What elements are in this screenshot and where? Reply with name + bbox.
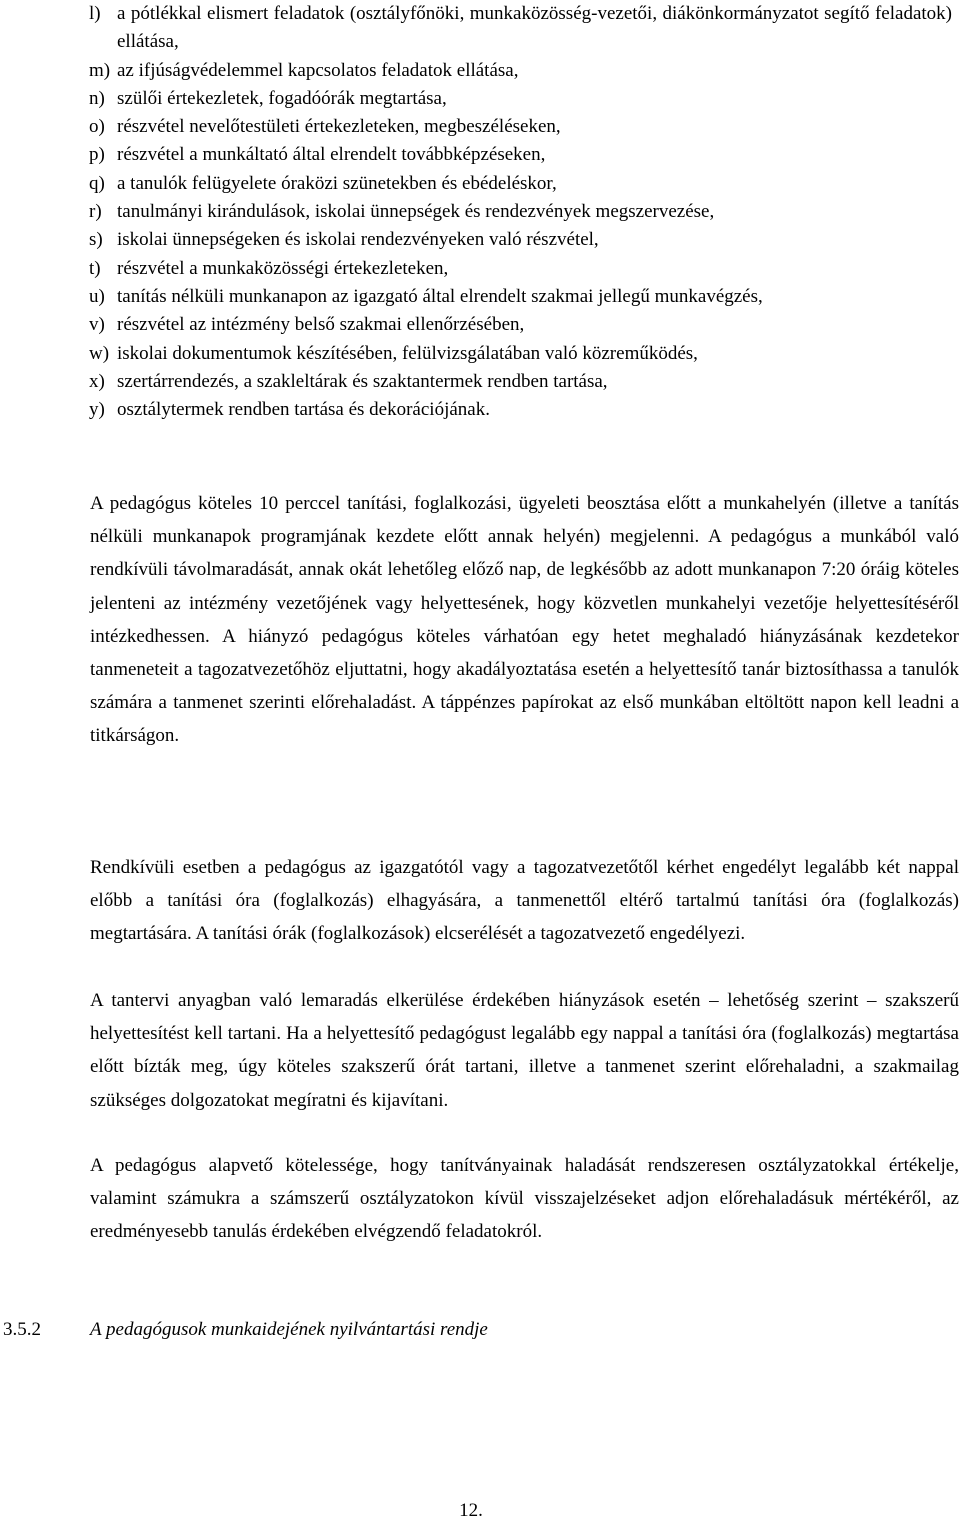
list-item [0, 141, 960, 169]
paragraph-text: A tantervi anyagban való lemaradás elkerülése érdekében hiányzások esetén – lehetőség szerint – szakszerű helyettesítést kell tartani. Ha a helyettesítő pedagógust legalább egy nappal a tanítási óra (foglalkozás) megtartása előtt bízták meg, úgy köteles szakszerű órát tartani, illetve a tanmenet szerint előrehaladni, a szakmailag szükséges dolgozatokat megíratni és kijavítani. [90, 990, 959, 1111]
list-item-letter: y) [89, 399, 105, 421]
list-item-letter: t) [89, 257, 101, 279]
page-number [0, 1500, 960, 1522]
section-number: 3.5.2 [3, 1319, 41, 1340]
list-item-text: osztálytermek rendben tartása és dekorációjának. [117, 399, 490, 421]
list-item-letter: u) [89, 285, 105, 307]
list-item-text: tanulmányi kirándulások, iskolai ünnepségek és rendezvények megszervezése, [117, 201, 715, 223]
list-item [0, 113, 960, 141]
list-item [0, 396, 960, 424]
list-item-text: részvétel a munkaközösségi értekezleteken, [117, 257, 449, 279]
list-item-letter: o) [89, 116, 105, 138]
list-item-letter: n) [89, 87, 105, 109]
duties-list [0, 0, 960, 424]
paragraph-text: Rendkívüli esetben a pedagógus az igazgatótól vagy a tagozatvezetőtől kérhet engedélyt legalább két nappal előbb a tanítási óra (foglalkozás) elhagyására, a tanmenettől eltérő tartalmú tanítási óra (foglalkozás) megtartására. A tanítási órák (foglalkozások) elcserélését a tagozatvezető engedélyezi. [90, 857, 959, 945]
list-item [0, 198, 960, 226]
list-item [0, 85, 960, 113]
list-item-text: részvétel az intézmény belső szakmai ellenőrzésében, [117, 314, 525, 336]
list-item [0, 283, 960, 311]
list-item [0, 255, 960, 283]
list-item-text: tanítás nélküli munkanapon az igazgató által elrendelt szakmai jellegű munkavégzés, [117, 285, 763, 307]
list-item [0, 170, 960, 198]
list-item-text: szertárrendezés, a szakleltárak és szaktantermek rendben tartása, [117, 370, 608, 392]
paragraph-text: A pedagógus alapvető kötelessége, hogy tanítványainak haladását rendszeresen osztályzatokkal értékelje, valamint számukra a számszerű osztályzatokon kívül visszajelzéseket adjon előrehaladásuk mértékéről, az eredményesebb tanulás érdekében elvégzendő feladatokról. [90, 1155, 959, 1243]
list-item [0, 340, 960, 368]
list-item-letter: w) [89, 342, 110, 364]
list-item [0, 0, 960, 57]
list-item-letter: q) [89, 172, 105, 194]
list-item [0, 226, 960, 254]
list-item-text: iskolai dokumentumok készítésében, felülvizsgálatában való közreműködés, [117, 342, 698, 364]
list-item-text: a pótlékkal elismert feladatok (osztályfőnöki, munkaközösség-vezetői, diákönkormányzatot segítő feladatok) ellátása, [117, 3, 952, 53]
list-item-letter: s) [89, 229, 103, 251]
list-item-text: részvétel a munkáltató által elrendelt továbbképzéseken, [117, 144, 546, 166]
page-number-text: 12. [459, 1500, 483, 1521]
paragraph-arrival-absence [90, 487, 959, 753]
list-item [0, 368, 960, 396]
list-item-letter: p) [89, 144, 105, 166]
paragraph-substitution [90, 984, 959, 1117]
section-title: A pedagógusok munkaidejének nyilvántartási rendje [90, 1319, 488, 1340]
list-item-letter: x) [89, 370, 105, 392]
list-item-text: szülői értekezletek, fogadóórák megtartása, [117, 87, 447, 109]
list-item-text: részvétel nevelőtestületi értekezleteken, megbeszéléseken, [117, 116, 561, 138]
list-item-text: a tanulók felügyelete óraközi szünetekben és ebédeléskor, [117, 172, 557, 194]
list-item-text: iskolai ünnepségeken és iskolai rendezvényeken való részvétel, [117, 229, 599, 251]
section-heading [0, 1313, 960, 1347]
paragraph-exceptional-leave [90, 851, 959, 951]
list-item-letter: l) [89, 3, 101, 24]
list-item [0, 311, 960, 339]
list-item-letter: m) [89, 59, 111, 81]
paragraph-assessment [90, 1149, 959, 1249]
list-item-letter: r) [89, 201, 102, 223]
list-item-letter: v) [89, 314, 105, 336]
list-item [0, 57, 960, 85]
list-item-text: az ifjúságvédelemmel kapcsolatos feladatok ellátása, [117, 59, 519, 81]
paragraph-text: A pedagógus köteles 10 perccel tanítási, foglalkozási, ügyeleti beosztása előtt a munkahelyén (illetve a tanítás nélküli munkanapok programjának kezdete előtt annak helyén) megjelenni. A pedagógus a munkából való rendkívüli távolmaradását, annak okát lehetőleg előző nap, de legkésőbb az adott munkanapon 7:20 óráig köteles jelenteni az intézmény vezetőjének vagy helyettesének, hogy közvetlen munkahelyi vezetője helyettesítéséről intézkedhessen. A hiányzó pedagógus köteles várhatóan egy hetet meghaladó hiányzásának kezdetekor tanmeneteit a tagozatvezetőhöz eljuttatni, hogy akadályoztatása esetén a helyettesítő tanár biztosíthassa a tanulók számára a tanmenet szerinti előrehaladást. A táppénzes papírokat az első munkában eltöltött napon kell leadni a titkárságon. [90, 493, 959, 747]
